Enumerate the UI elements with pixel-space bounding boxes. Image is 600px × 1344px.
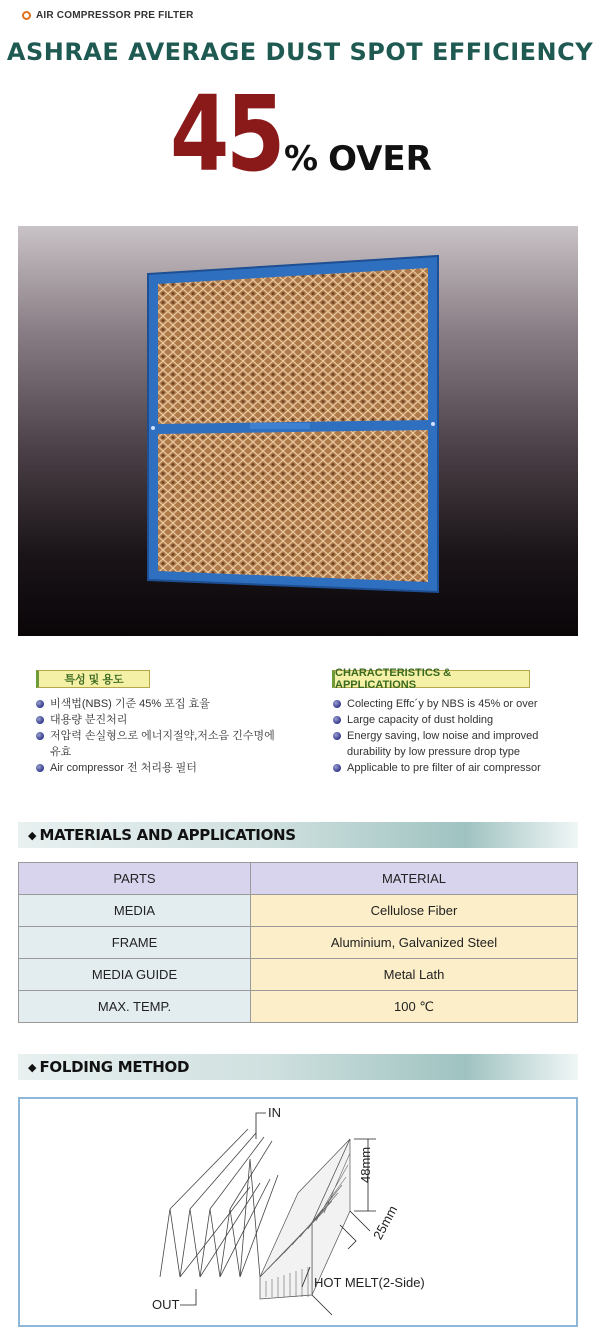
breadcrumb	[22, 10, 194, 21]
list-item: Colecting Effc´y by NBS is 45% or over	[333, 696, 573, 712]
product-photo	[18, 226, 578, 636]
features-en-list	[333, 696, 573, 776]
features-kr-title: 특성 및 용도	[36, 670, 150, 688]
column-header-material: MATERIAL	[251, 863, 578, 895]
filter-center-bar	[250, 423, 310, 429]
features-en-title: CHARACTERISTICS & APPLICATIONS	[332, 670, 530, 688]
hotmelt-label: HOT MELT(2-Side)	[314, 1275, 425, 1290]
folding-title: FOLDING METHOD	[39, 1058, 190, 1076]
height-dimension: 48mm	[358, 1146, 373, 1183]
part-cell: MEDIA GUIDE	[19, 959, 251, 991]
materials-table	[18, 862, 578, 1023]
page-title: ASHRAE AVERAGE DUST SPOT EFFICIENCY	[6, 38, 594, 66]
list-item: Air compressor 전 처리용 필터	[36, 760, 276, 776]
list-item: 비색법(NBS) 기준 45% 포집 효율	[36, 696, 276, 712]
material-cell: 100 ℃	[251, 991, 578, 1023]
table-header-row	[19, 863, 578, 895]
diamond-icon: ◆	[28, 829, 37, 842]
breadcrumb-text: AIR COMPRESSOR PRE FILTER	[36, 10, 194, 21]
material-cell: Aluminium, Galvanized Steel	[251, 927, 578, 959]
part-cell: MEDIA	[19, 895, 251, 927]
list-item: 저압력 손실형으로 에너지절약,저소음 긴수명에 유효	[36, 728, 276, 760]
efficiency-suffix: OVER	[328, 139, 432, 179]
part-cell: FRAME	[19, 927, 251, 959]
list-item: Large capacity of dust holding	[333, 712, 573, 728]
list-item: Applicable to pre filter of air compressor	[333, 760, 573, 776]
folding-section-header	[18, 1054, 578, 1080]
diamond-icon: ◆	[28, 1061, 37, 1074]
table-row	[19, 991, 578, 1023]
table-row	[19, 927, 578, 959]
bullet-icon	[22, 11, 31, 20]
features-kr-list	[36, 696, 276, 776]
column-header-parts: PARTS	[19, 863, 251, 895]
folding-diagram	[18, 1097, 578, 1327]
efficiency-banner	[170, 73, 432, 195]
part-cell: MAX. TEMP.	[19, 991, 251, 1023]
table-row	[19, 959, 578, 991]
out-label: OUT	[152, 1297, 180, 1312]
folding-drawing	[20, 1099, 576, 1325]
filter-media-bottom	[158, 430, 428, 582]
list-item: 대용량 분진처리	[36, 712, 276, 728]
filter-media-top	[158, 268, 428, 424]
list-item: Energy saving, low noise and improved durability by low pressure drop type	[333, 728, 573, 760]
efficiency-number: 45	[170, 73, 283, 195]
in-label: IN	[268, 1105, 281, 1120]
depth-dimension: 25mm	[370, 1203, 401, 1243]
pleat-lines	[160, 1129, 278, 1277]
efficiency-percent: %	[284, 139, 319, 179]
material-cell: Metal Lath	[251, 959, 578, 991]
materials-section-header	[18, 822, 578, 848]
material-cell: Cellulose Fiber	[251, 895, 578, 927]
table-row	[19, 895, 578, 927]
materials-title: MATERIALS AND APPLICATIONS	[39, 826, 296, 844]
filter-illustration	[18, 226, 578, 636]
